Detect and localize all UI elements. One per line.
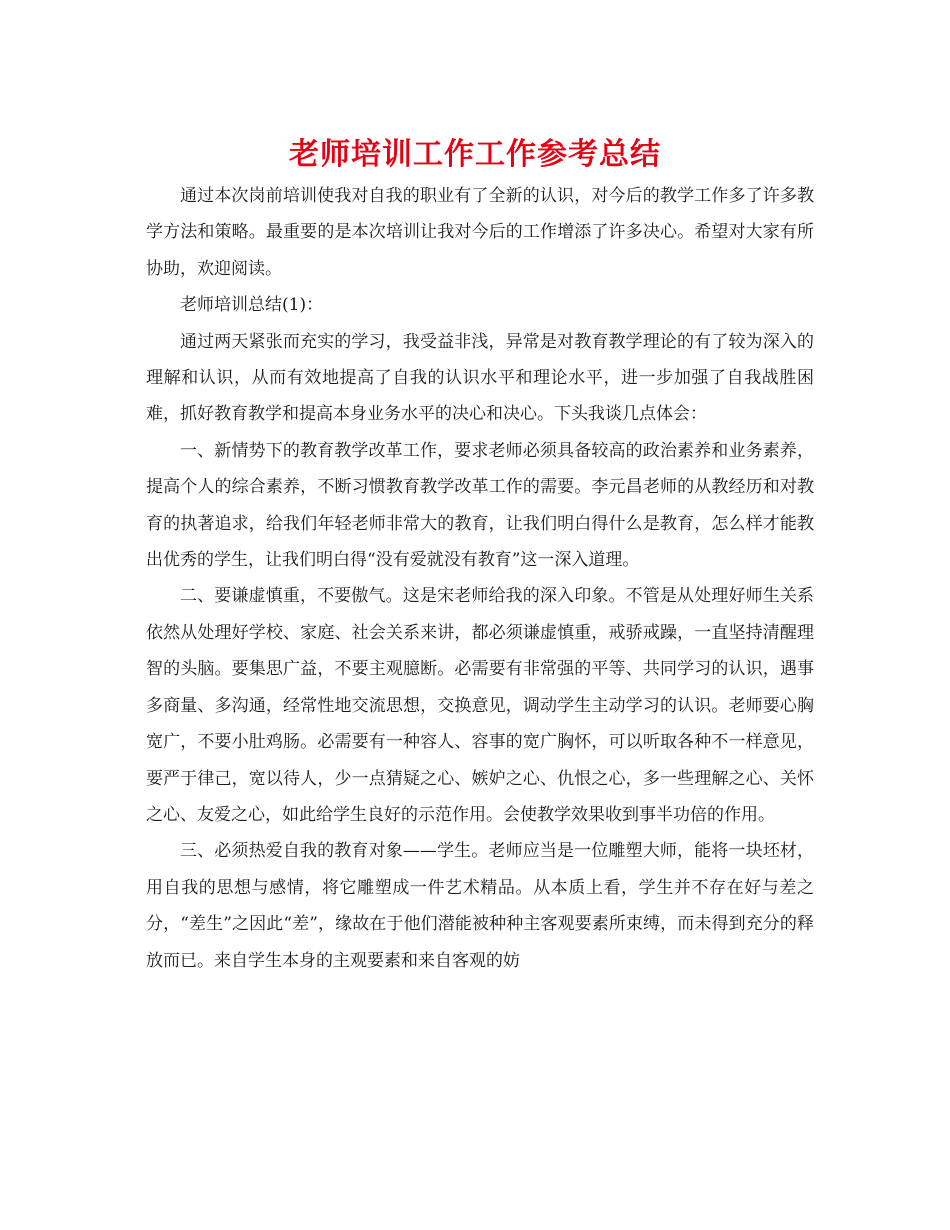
paragraph-point-three: 三、必须热爱自我的教育对象——学生。老师应当是一位雕塑大师，能将一块坯材，用自我的思想与感情，将它雕塑成一件艺术精品。从本质上看，学生并不存在好与差之分，“差生”之因此“差”，缘故在于他们潜能被种种主客观要素所束缚，而未得到充分的释放而已。来自学生本身的主观要素和来自客观的妨 <box>146 841 814 971</box>
document-body <box>146 178 814 979</box>
document-title: 老师培训工作工作参考总结 <box>289 137 661 172</box>
paragraph-intro: 通过本次岗前培训使我对自我的职业有了全新的认识，对今后的教学工作多了许多教学方法和策略。最重要的是本次培训让我对今后的工作增添了许多决心。希望对大家有所协助，欢迎阅读。 <box>146 186 814 279</box>
paragraph-point-two: 二、要谦虚慎重，不要傲气。这是宋老师给我的深入印象。不管是从处理好师生关系依然从处理好学校、家庭、社会关系来讲，都必须谦虚慎重，戒骄戒躁，一直坚持清醒理智的头脑。要集思广益，不要主观臆断。必需要有非常强的平等、共同学习的认识，遇事多商量、多沟通，经常性地交流思想，交换意见，调动学生主动学习的认识。老师要心胸宽广，不要小肚鸡肠。必需要有一种容人、容事的宽广胸怀，可以听取各种不一样意见，要严于律己，宽以待人，少一点猜疑之心、嫉妒之心、仇恨之心，多一些理解之心、关怀之心、友爱之心，如此给学生良好的示范作用。会使教学效果收到事半功倍的作用。 <box>146 586 814 825</box>
paragraph-point-one: 一、新情势下的教育教学改革工作，要求老师必须具备较高的政治素养和业务素养，提高个人的综合素养，不断习惯教育教学改革工作的需要。李元昌老师的从教经历和对教育的执著追求，给我们年轻老师非常大的教育，让我们明白得什么是教育，怎么样才能教出优秀的学生，让我们明白得“没有爱就没有教育”这一深入道理。 <box>146 440 814 571</box>
paragraph-section-heading: 老师培训总结(1)： <box>180 295 324 316</box>
paragraph-study-reflection: 通过两天紧张而充实的学习，我受益非浅，异常是对教育教学理论的有了较为深入的理解和认识，从而有效地提高了自我的认识水平和理论水平，进一步加强了自我战胜困难，抓好教育教学和提高本身业务水平的决心和决心。下头我谈几点体会： <box>146 331 814 425</box>
